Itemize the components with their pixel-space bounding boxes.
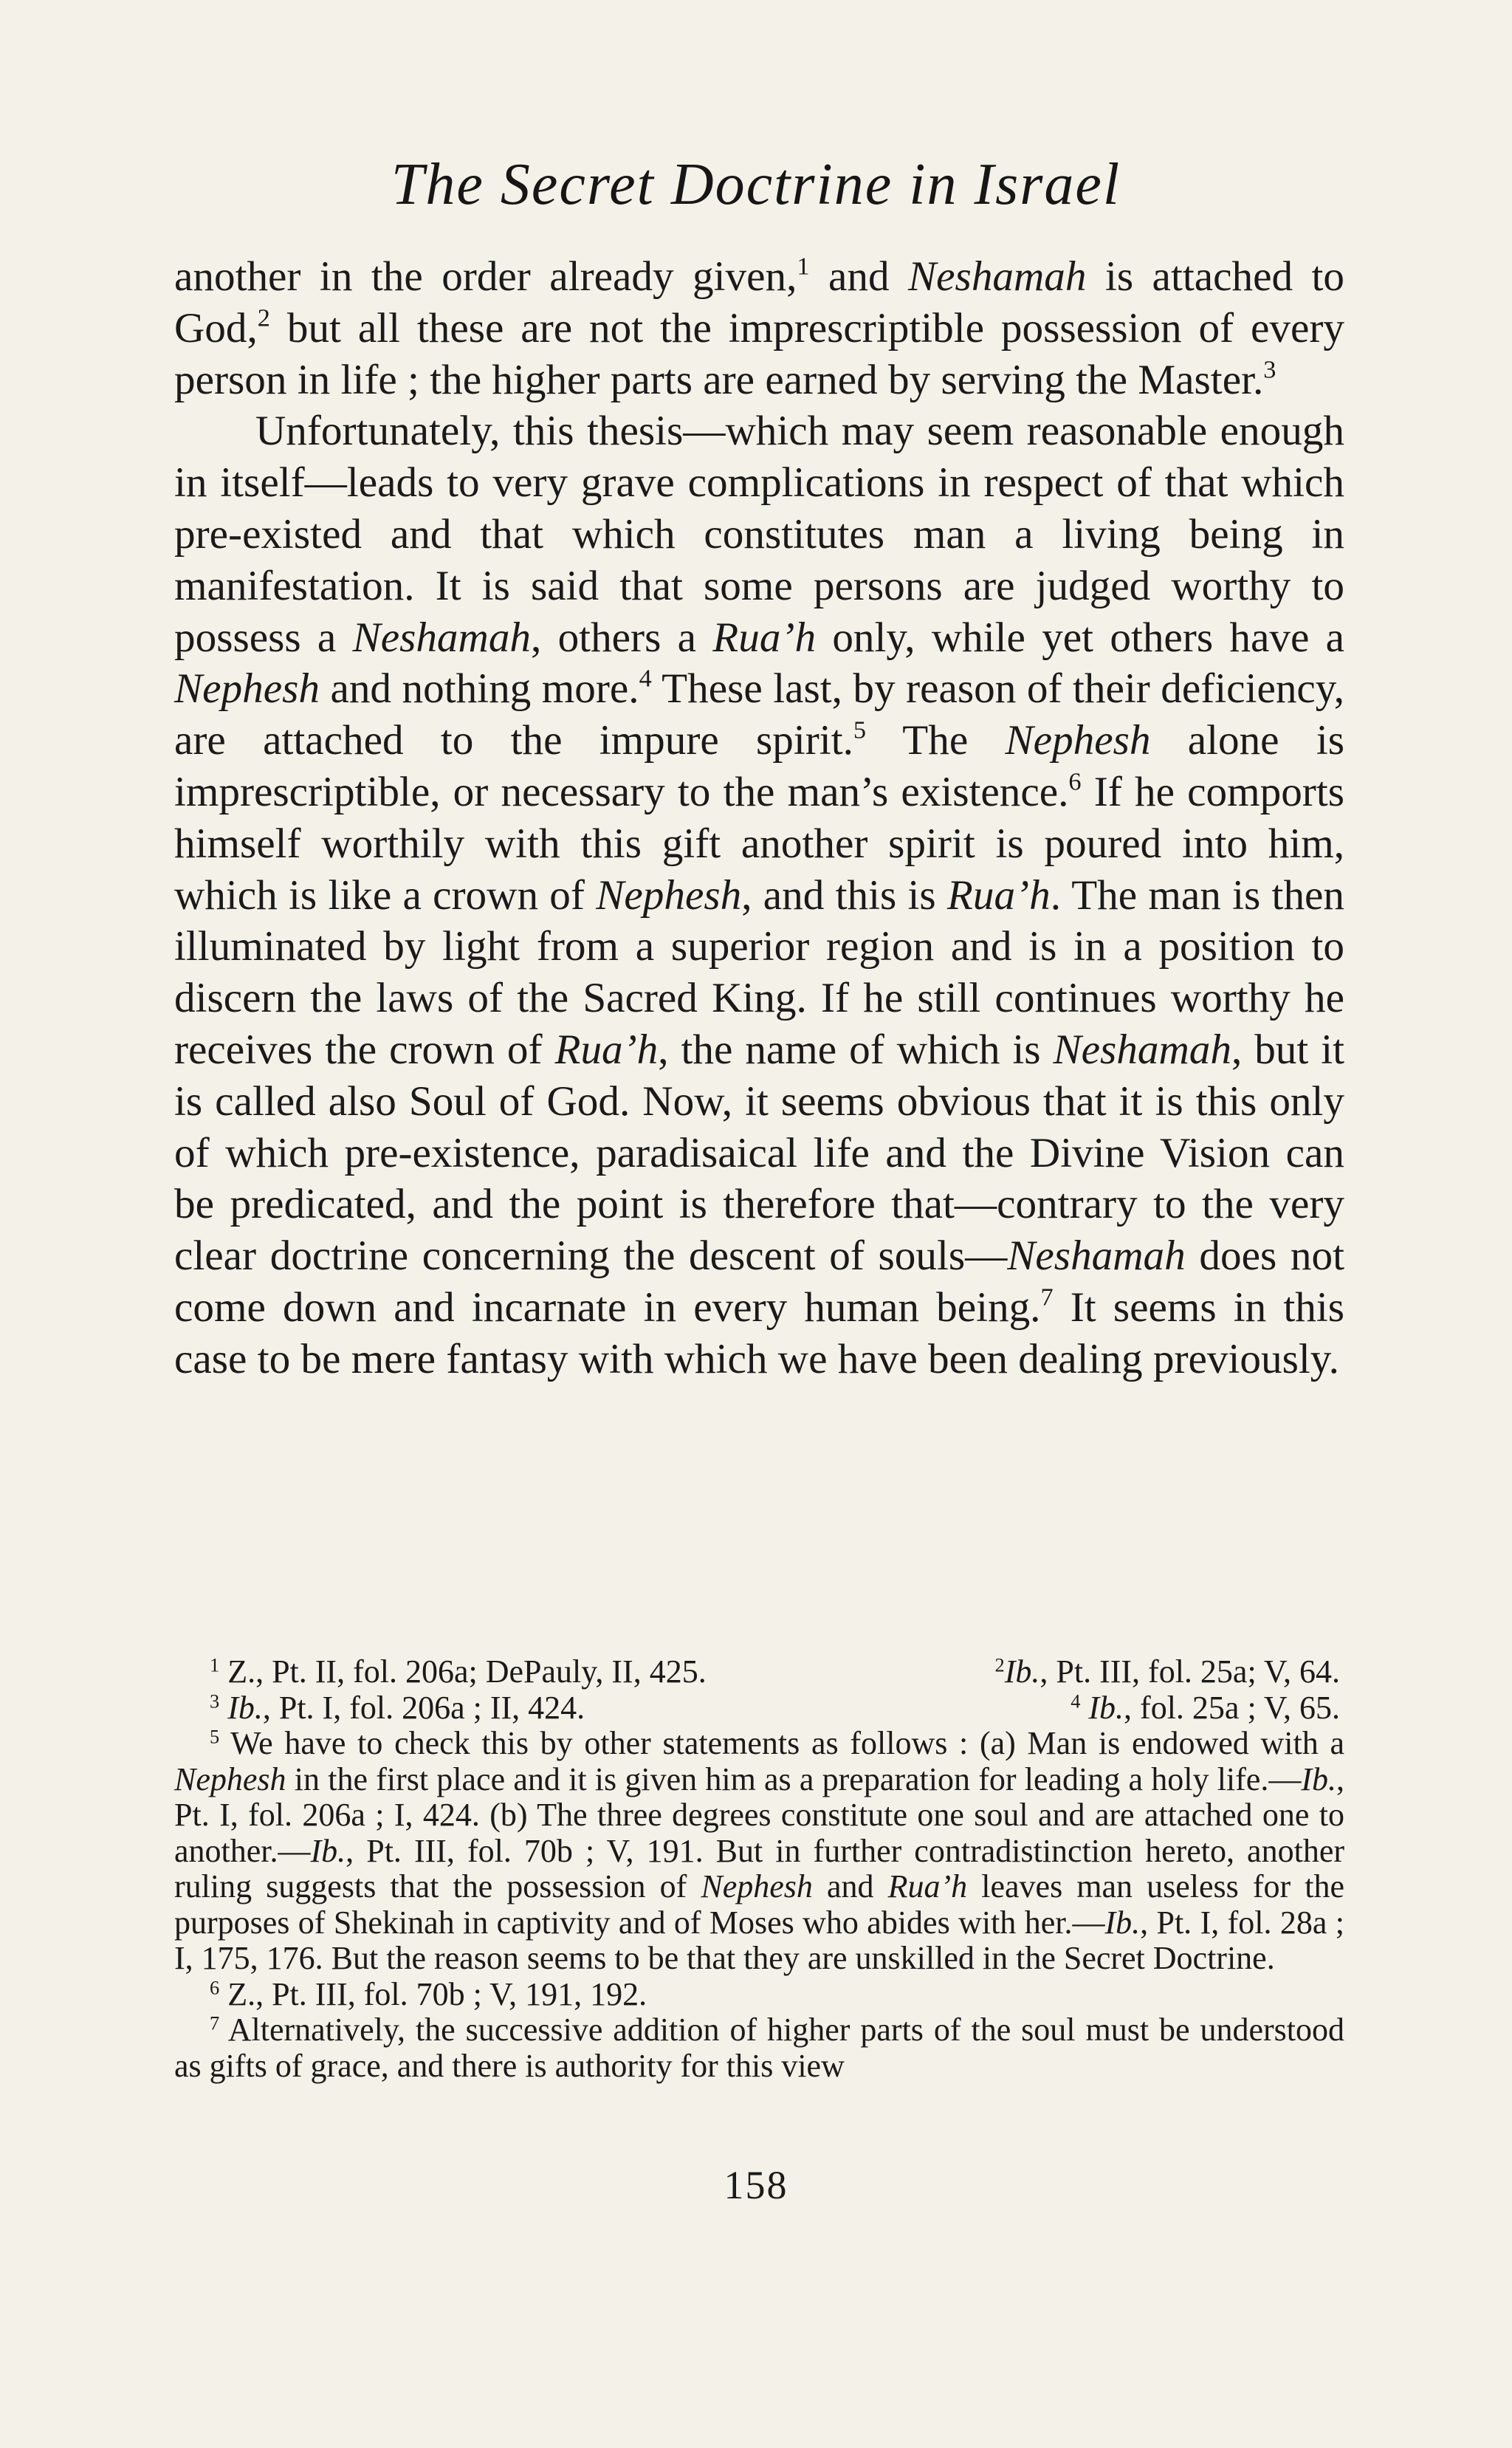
paragraph-2 <box>174 405 1344 1385</box>
footnote-text: Z., Pt. II, fol. 206a; DePauly, II, 425. <box>219 1653 707 1690</box>
text-run: does not come down and incarnate in every human being. <box>174 1232 1344 1331</box>
italic-term: Nephesh <box>174 665 320 713</box>
text-run: alone is imprescriptible, or necessary to the man’s existence. <box>174 717 1344 815</box>
text-run: and <box>809 253 909 300</box>
footnote-ibid: Ib. <box>227 1689 263 1726</box>
footnote-ibid: Ib. <box>1088 1689 1124 1726</box>
text-run: , others a <box>531 614 713 661</box>
footnote-7 <box>174 2012 1344 2084</box>
footnote-1 <box>210 1654 707 1690</box>
italic-term: Nephesh <box>1005 717 1151 764</box>
italic-term: Rua’h <box>554 1026 659 1073</box>
text-run: , the name of which is <box>658 1026 1054 1073</box>
footnote-ibid: Ib. <box>1301 1760 1336 1797</box>
footnote-ref-3: 3 <box>1263 355 1276 384</box>
footnote-ibid: Ib. <box>1104 1904 1141 1941</box>
footnote-row-3-4 <box>174 1690 1344 1727</box>
text-run: These last, by reason of their deficiency, are attached to the impure spirit. <box>174 665 1344 764</box>
running-head: The Secret Doctrine in Israel <box>391 152 1121 217</box>
main-text <box>174 251 1344 1385</box>
footnotes <box>174 1654 1344 2084</box>
footnote-ibid: Ib. <box>310 1832 346 1869</box>
footnote-number: 3 <box>210 1689 220 1712</box>
italic-term: Nephesh <box>174 1760 286 1797</box>
footnote-text: in the first place and it is given him as a preparation for leading a holy life.— <box>286 1760 1302 1797</box>
footnote-ref-6: 6 <box>1068 767 1082 796</box>
footnote-text: , Pt. I, fol. 206a ; II, 424. <box>262 1689 585 1726</box>
text-run: , and this is <box>741 871 947 919</box>
footnote-text: leaves man useless for the purposes of Shekinah in captivity and of Moses who abides with her.— <box>174 1868 1345 1941</box>
footnote-text: We have to check this by other statements as follows : (a) Man is endowed with a <box>219 1725 1344 1761</box>
footnote-text: , Pt. I, fol. 28a ; I, 175, 176. But the reason seems to be that they are unskilled in the Secret Doctrine. <box>174 1904 1344 1976</box>
italic-term: Neshamah <box>1007 1232 1186 1280</box>
text-run: but all these are not the imprescriptible possession of every person in life ; the higher parts are earned by serving the Master. <box>174 304 1344 403</box>
text-run: , but it is called also Soul of God. Now, it seems obvious that it is this only of which pre-existence, paradisaical life and the Divine Vision can be predicated, and the point is therefore that—contrary to the very clear doctrine concerning the descent of souls— <box>174 1026 1345 1280</box>
footnote-ref-1: 1 <box>797 252 810 281</box>
text-run: If he comports himself worthily with this gift another spirit is poured into him, which is like a crown of <box>174 768 1344 919</box>
footnote-number: 6 <box>210 1975 220 1998</box>
text-run: . The man is then illuminated by light from a superior region and is in a position to discern the laws of the Sacred King. If he still continues worthy he receives the crown of <box>174 871 1345 1073</box>
footnote-ref-4: 4 <box>639 665 652 693</box>
footnote-text: , Pt. III, fol. 70b ; V, 191. But in further contradistinction hereto, another ruling suggests that the possession of <box>174 1832 1344 1904</box>
italic-term: Nephesh <box>701 1868 813 1904</box>
footnote-ibid: Ib. <box>1004 1653 1040 1690</box>
footnote-number: 7 <box>210 2012 220 2034</box>
footnote-row-1-2 <box>174 1654 1344 1690</box>
footnote-text: Alternatively, the successive addition of higher parts of the soul must be understood as gifts of grace, and there is authority for this view <box>174 2012 1344 2084</box>
footnote-text: Z., Pt. III, fol. 70b ; V, 191, 192. <box>219 1975 647 2012</box>
italic-term: Rua’h <box>946 871 1051 919</box>
paragraph-1 <box>174 251 1344 405</box>
footnote-ref-7: 7 <box>1040 1283 1054 1312</box>
italic-term: Neshamah <box>352 614 532 661</box>
italic-term: Rua’h <box>887 1868 968 1904</box>
footnote-number: 4 <box>1071 1689 1081 1712</box>
text-run: The <box>866 717 1006 764</box>
italic-term: Nephesh <box>596 871 742 919</box>
footnote-text: and <box>812 1868 888 1904</box>
footnote-text: , Pt. III, fol. 25a; V, 64. <box>1040 1653 1340 1690</box>
text-run: and nothing more. <box>319 665 639 713</box>
text-run: It seems in this case to be mere fantasy with which we have been dealing previously. <box>174 1283 1344 1382</box>
text-run: is attached to God, <box>174 253 1344 352</box>
footnote-4 <box>1071 1690 1340 1727</box>
footnote-6 <box>174 1977 1344 2013</box>
footnote-3 <box>210 1690 585 1727</box>
footnote-number: 1 <box>210 1653 220 1676</box>
text-run: Unfortunately, this thesis—which may seem reasonable enough in itself—leads to very grave complications in respect of that which pre-existed and that which constitutes man a living being in manifestation. It is said that some persons are judged worthy to possess a <box>174 408 1344 661</box>
footnote-2 <box>995 1654 1340 1690</box>
text-run: another in the order already given, <box>174 253 797 300</box>
italic-term: Neshamah <box>1053 1026 1231 1073</box>
italic-term: Neshamah <box>908 253 1087 300</box>
text-run: only, while yet others have a <box>816 614 1345 661</box>
page-number: 158 <box>724 2163 788 2207</box>
footnote-5 <box>174 1726 1344 1977</box>
footnote-number: 2 <box>994 1653 1005 1676</box>
footnote-text: , fol. 25a ; V, 65. <box>1124 1689 1340 1726</box>
footnote-ref-2: 2 <box>257 304 270 332</box>
footnote-text: , Pt. I, fol. 206a ; I, 424. (b) The three degrees constitute one soul and are attached one to another.— <box>174 1760 1344 1869</box>
footnote-number: 5 <box>210 1725 220 1748</box>
italic-term: Rua’h <box>712 614 817 661</box>
footnote-ref-5: 5 <box>853 716 867 744</box>
